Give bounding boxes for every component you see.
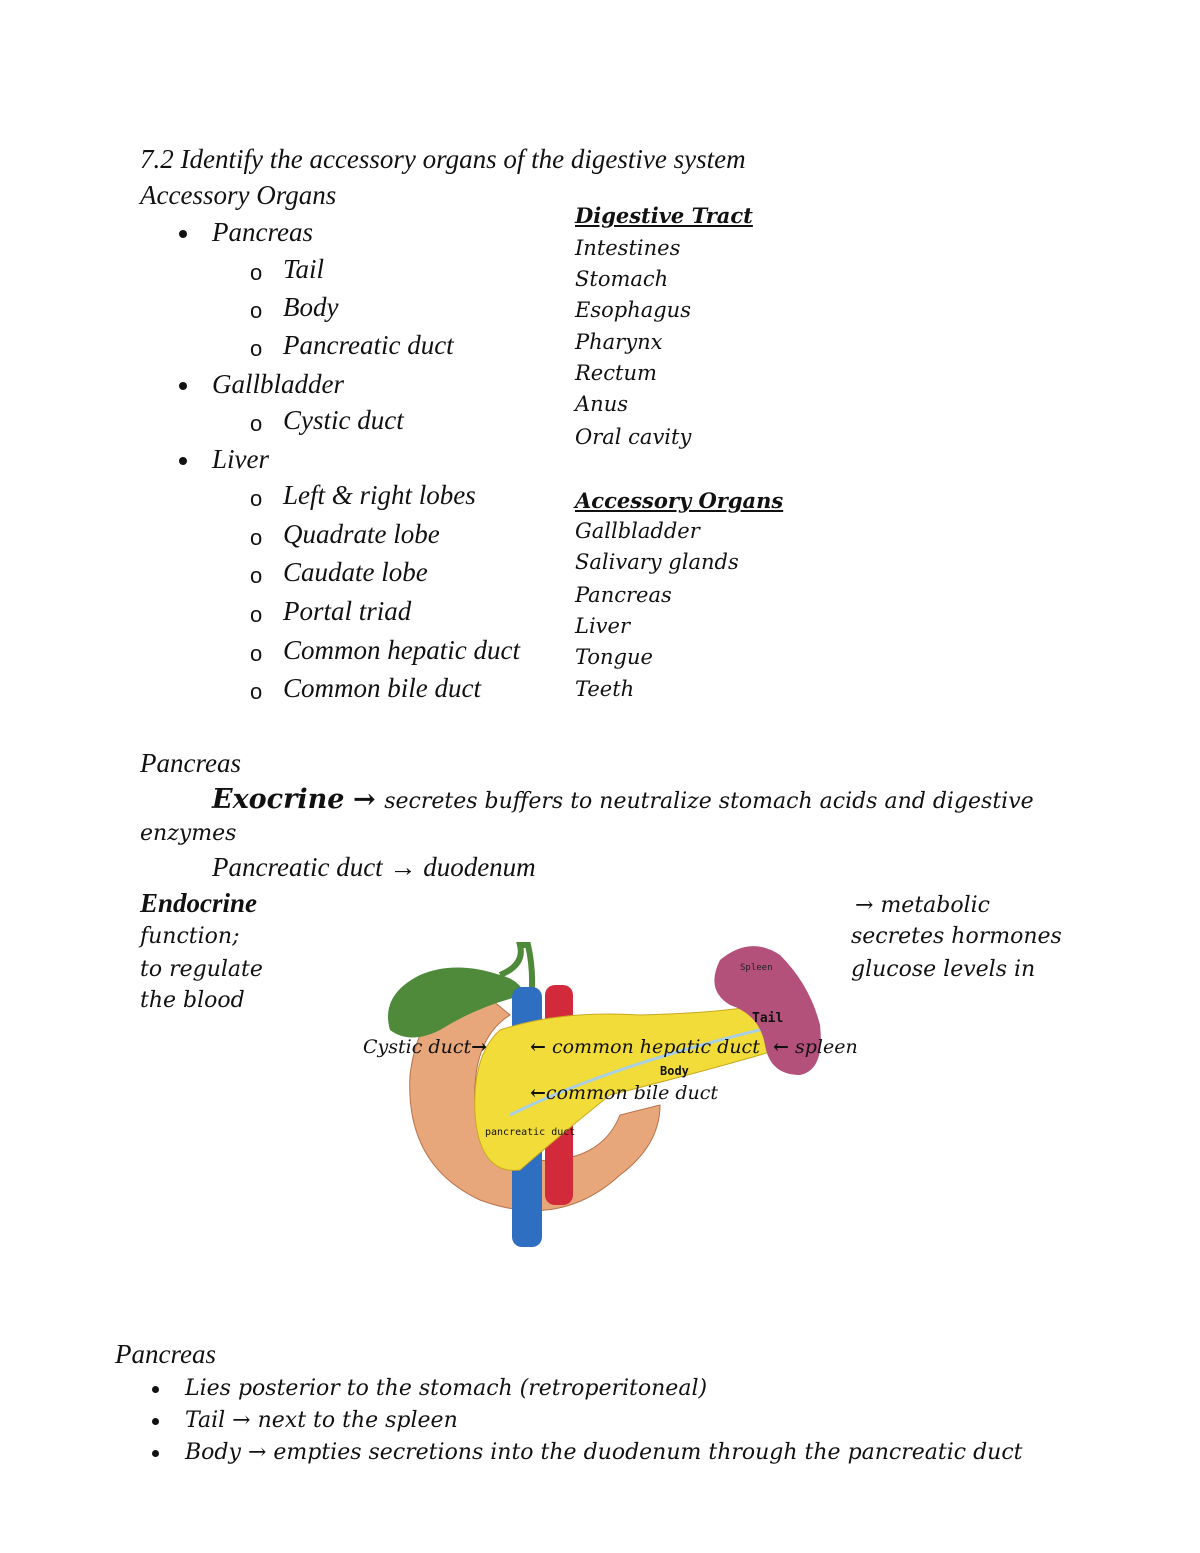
bold-term: Tail (185, 1408, 226, 1433)
list-item: Liver (575, 614, 630, 638)
list-item: Rectum (575, 361, 657, 385)
label-common-hepatic-duct (530, 1038, 760, 1057)
sub-bullet: o (250, 298, 263, 323)
bullet-text: empties secretions into the duodenum through the pancreatic duct (273, 1440, 1023, 1465)
bullet (179, 457, 187, 465)
outline-subitem: Caudate lobe (283, 557, 428, 587)
arrow-icon: → (353, 784, 376, 815)
exocrine-line (212, 786, 1034, 813)
sub-bullet: o (250, 411, 263, 436)
outline-heading: Accessory Organs (140, 180, 337, 210)
image-label-pancreatic-duct: pancreatic duct (485, 1127, 576, 1138)
sub-bullet: o (250, 486, 263, 511)
label-cystic-duct (363, 1038, 487, 1057)
list-item: Gallbladder (575, 519, 700, 543)
outline-subitem: Common hepatic duct (283, 635, 520, 665)
bullet (152, 1450, 159, 1457)
bullet (152, 1386, 159, 1393)
outline-subitem: Tail (283, 254, 325, 284)
list-item: Anus (575, 392, 628, 416)
bullet (179, 382, 187, 390)
summary-heading: Pancreas (115, 1339, 216, 1369)
exocrine-label: Exocrine (212, 784, 345, 815)
label-spleen (773, 1038, 858, 1057)
label-text: common hepatic duct (551, 1036, 760, 1058)
image-label-body: Body (660, 1064, 689, 1078)
label-text: spleen (794, 1036, 858, 1058)
summary-bullet (185, 1410, 458, 1432)
digestive-tract-heading: Digestive Tract (575, 203, 753, 228)
accessory-organs-heading: Accessory Organs (575, 488, 784, 513)
list-item: Oral cavity (575, 425, 692, 449)
endocrine-left: the blood (140, 988, 245, 1013)
image-label-spleen: Spleen (740, 963, 773, 973)
outline-item: Pancreas (212, 217, 313, 247)
outline-subitem: Quadrate lobe (283, 519, 440, 549)
page-title: 7.2 Identify the accessory organs of the digestive system (140, 144, 746, 174)
arrow-icon: → (247, 1440, 267, 1465)
exocrine-text: secretes buffers to neutralize stomach acids and digestive (384, 789, 1034, 814)
summary-bullet: Lies posterior to the stomach (retroperitoneal) (185, 1376, 708, 1401)
arrow-icon: → (471, 1036, 488, 1058)
arrow-left-icon: ← (530, 1036, 546, 1058)
endocrine-right: secretes hormones (851, 924, 1062, 949)
list-item: Stomach (575, 267, 669, 291)
sub-bullet: o (250, 525, 263, 550)
outline-subitem: Cystic duct (283, 405, 404, 435)
bullet-text: next to the spleen (257, 1408, 458, 1433)
summary-bullet (185, 1442, 1023, 1464)
sub-bullet: o (250, 336, 263, 361)
list-item: Pancreas (575, 583, 672, 607)
endocrine-right-text: metabolic (880, 893, 990, 918)
bullet (152, 1418, 159, 1425)
endocrine-label: Endocrine (140, 888, 258, 918)
outline-subitem: Pancreatic duct (283, 330, 454, 360)
arrow-icon: → (389, 852, 417, 882)
outline-subitem: Body (283, 292, 339, 322)
section-heading: Pancreas (140, 748, 241, 778)
sub-bullet: o (250, 641, 263, 666)
outline-subitem: Portal triad (283, 596, 412, 626)
sub-bullet: o (250, 679, 263, 704)
exocrine-cont: enzymes (140, 821, 237, 846)
sub-bullet: o (250, 260, 263, 285)
label-common-bile-duct (530, 1084, 718, 1103)
outline-subitem: Common bile duct (283, 673, 481, 703)
arrow-icon: → (855, 893, 874, 918)
bullet (179, 230, 187, 238)
label-text: common bile duct (545, 1082, 719, 1104)
label-text: Cystic duct (363, 1036, 472, 1058)
outline-item: Liver (212, 444, 269, 474)
endocrine-right: glucose levels in (851, 957, 1036, 982)
arrow-left-icon: ← (773, 1036, 789, 1058)
endocrine-left: to regulate (140, 957, 263, 982)
duct-line-b: duodenum (423, 852, 536, 882)
bold-term: Body (185, 1440, 241, 1465)
duct-line (212, 854, 536, 881)
arrow-icon: → (232, 1408, 251, 1433)
endocrine-left: function; (140, 924, 240, 949)
list-item: Esophagus (575, 298, 691, 322)
list-item: Salivary glands (575, 550, 739, 574)
list-item: Tongue (575, 645, 653, 669)
list-item: Pharynx (575, 330, 663, 354)
outline-subitem: Left & right lobes (283, 480, 476, 510)
duct-line-a: Pancreatic duct (212, 852, 383, 882)
outline-item: Gallbladder (212, 369, 344, 399)
arrow-left-icon: ← (530, 1082, 546, 1104)
endocrine-right (855, 895, 990, 917)
sub-bullet: o (250, 602, 263, 627)
list-item: Intestines (575, 236, 681, 260)
list-item: Teeth (575, 677, 635, 701)
sub-bullet: o (250, 563, 263, 588)
image-label-tail: Tail (752, 1011, 784, 1026)
